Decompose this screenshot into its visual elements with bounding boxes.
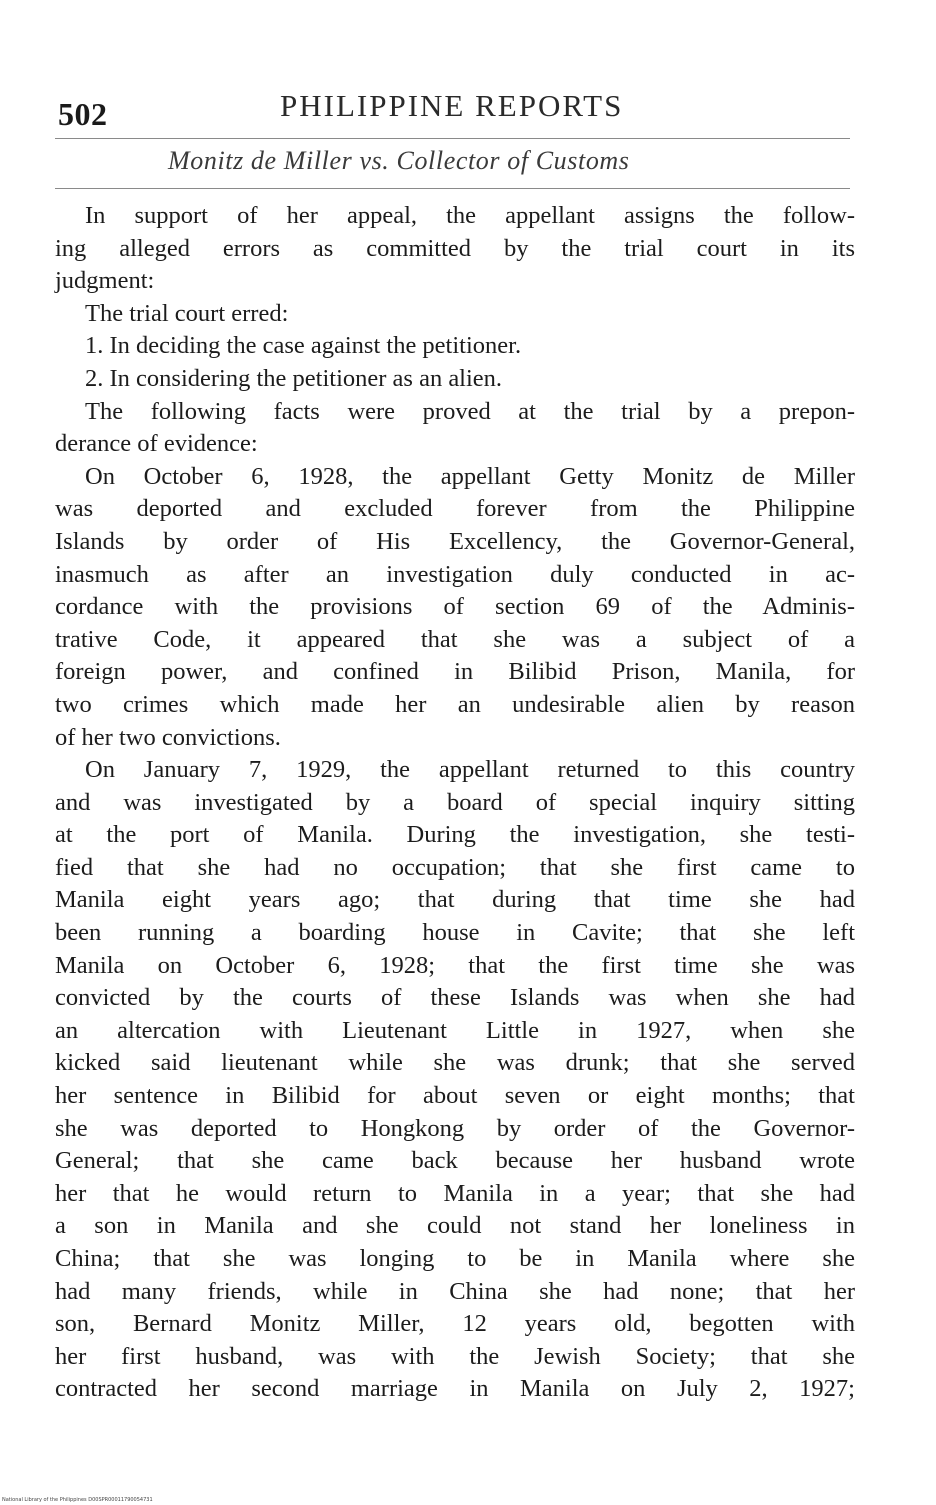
header-rule-bottom — [55, 188, 850, 189]
text-line: trative Code, it appeared that she was a subject of a — [55, 625, 855, 653]
text-line: convicted by the courts of these Islands was when she had — [55, 984, 855, 1012]
text-line: contracted her second marriage in Manila on July 2, 1927; — [55, 1375, 855, 1403]
text-line: been running a boarding house in Cavite; that she left — [55, 919, 855, 947]
text-line: of her two convictions. — [55, 723, 281, 751]
text-line: foreign power, and confined in Bilibid Prison, Manila, for — [55, 658, 855, 686]
text-line: at the port of Manila. During the investigation, she testi- — [55, 821, 855, 849]
text-line: her first husband, was with the Jewish Society; that she — [55, 1342, 855, 1370]
text-line: son, Bernard Monitz Miller, 12 years old, begotten with — [55, 1310, 855, 1338]
text-line: In support of her appeal, the appellant assigns the follow- — [85, 202, 855, 229]
text-line: judgment: — [55, 267, 155, 295]
text-line: ing alleged errors as committed by the trial court in its — [55, 234, 855, 262]
text-line: Islands by order of His Excellency, the Governor-General, — [55, 527, 855, 555]
text-line: Manila on October 6, 1928; that the first time she was — [55, 951, 855, 979]
text-line: her sentence in Bilibid for about seven or eight months; that — [55, 1082, 855, 1110]
text-line: had many friends, while in China she had none; that her — [55, 1277, 855, 1305]
text-line: The following facts were proved at the trial by a prepon- — [85, 397, 855, 425]
text-line: she was deported to Hongkong by order of the Governor- — [55, 1114, 855, 1142]
text-line: inasmuch as after an investigation duly conducted in ac- — [55, 560, 855, 588]
text-line: kicked said lieutenant while she was drunk; that she served — [55, 1049, 855, 1077]
text-line: On October 6, 1928, the appellant Getty Monitz de Miller — [85, 462, 855, 490]
text-line: On January 7, 1929, the appellant returned to this country — [85, 756, 855, 784]
text-line: two crimes which made her an undesirable alien by reason — [55, 690, 855, 718]
text-line: 2. In considering the petitioner as an alien. — [85, 364, 503, 392]
text-line: General; that she came back because her husband wrote — [55, 1147, 855, 1175]
text-line: derance of evidence: — [55, 430, 258, 458]
text-line: and was investigated by a board of special inquiry sitting — [55, 788, 855, 816]
text-line: cordance with the provisions of section 69 of the Adminis- — [55, 593, 855, 621]
case-title: Monitz de Miller vs. Collector of Customs — [168, 146, 630, 175]
text-line: China; that she was longing to be in Manila where she — [55, 1245, 855, 1272]
header-rule-top — [55, 138, 850, 139]
text-line: The trial court erred: — [85, 299, 289, 327]
text-line: Manila eight years ago; that during that time she had — [55, 886, 855, 914]
body-text — [55, 200, 855, 1406]
page-number: 502 — [58, 96, 108, 132]
text-line: her that he would return to Manila in a year; that she had — [55, 1179, 855, 1207]
text-line: was deported and excluded forever from the Philippine — [55, 495, 855, 523]
running-head: PHILIPPINE REPORTS — [280, 88, 624, 123]
text-line: a son in Manila and she could not stand her loneliness in — [55, 1212, 855, 1240]
text-line: fied that she had no occupation; that she first came to — [55, 853, 855, 881]
text-line: 1. In deciding the case against the petitioner. — [85, 332, 522, 360]
text-line: an altercation with Lieutenant Little in 1927, when she — [55, 1016, 855, 1044]
scan-footer: National Library of the Philippines D00SPR00011790054731 — [2, 1497, 153, 1503]
